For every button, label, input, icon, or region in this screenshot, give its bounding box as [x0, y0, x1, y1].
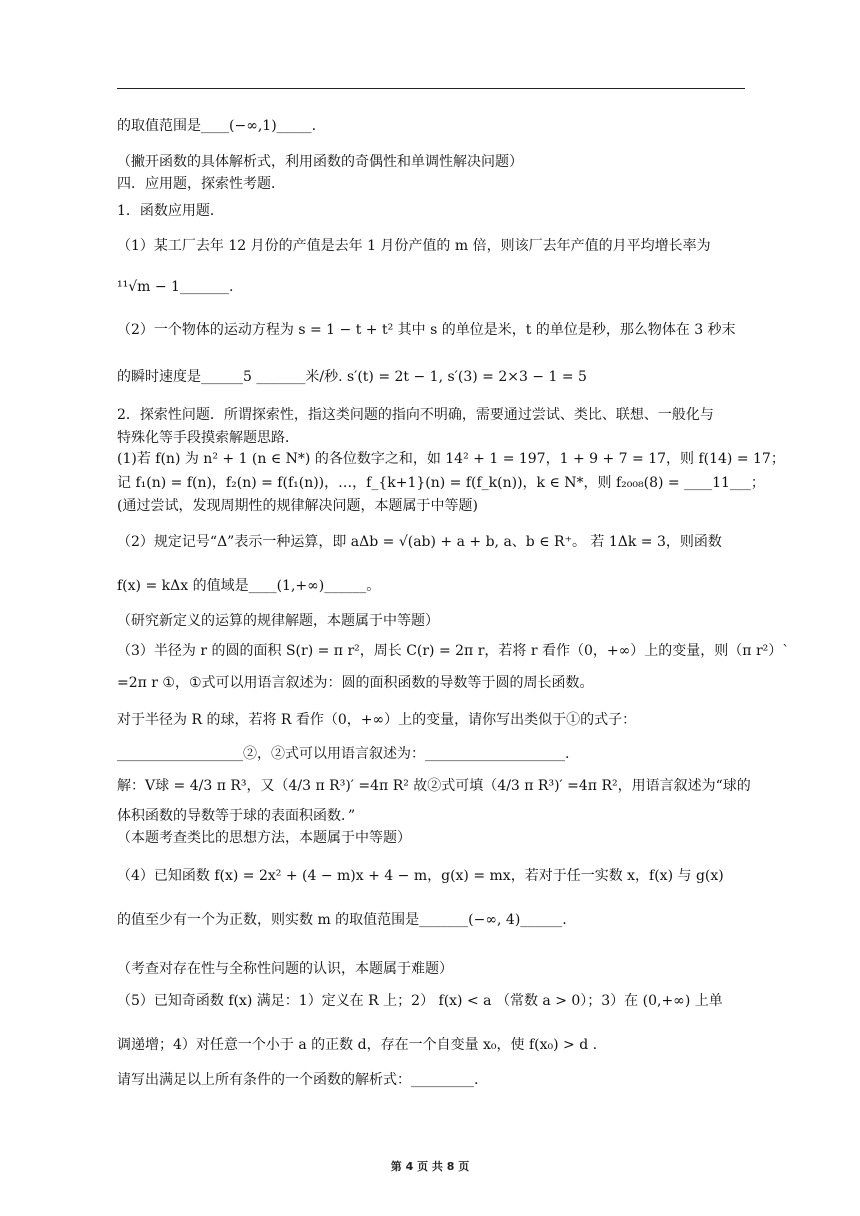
text-line-l12: 记 f₁(n) = f(n)，f₂(n) = f(f₁(n))，…，f_{k+1}(n) = f(f_k(n))，k ∈ N*，则 f₂₀₀₈(8) = ____11___； — [117, 475, 765, 491]
text-line-l21: 解：V球 = 4/3 π R³，又（4/3 π R³)′ =4π R² 故②式可填（4/3 π R³)′ =4π R²，用语言叙述为“球的 — [117, 778, 751, 794]
text-line-l23: （本题考查类比的思想方法，本题属于中等题） — [117, 830, 411, 846]
text-line-l18: =2π r ①，①式可以用语言叙述为：圆的面积函数的导数等于圆的周长函数。 — [117, 675, 594, 691]
text-line-l28: 调递增；4）对任意一个小于 a 的正数 d，存在一个自变量 x₀，使 f(x₀) > d . — [117, 1037, 598, 1053]
text-line-l15: f(x) = kΔx 的值域是____(1,+∞)______。 — [117, 578, 381, 594]
text-line-l20: __________________②，②式可以用语言叙述为：____________________. — [117, 746, 570, 762]
text-line-l26: （考查对存在性与全称性问题的认识，本题属于难题） — [117, 961, 453, 977]
text-line-l01: 的取值范围是____(−∞,1)_____. — [117, 118, 317, 134]
text-line-l02: （撇开函数的具体解析式，利用函数的奇偶性和单调性解决问题） — [117, 154, 523, 170]
text-line-l22: 体积函数的导数等于球的表面积函数．” — [117, 808, 356, 824]
text-line-l04: 1．函数应用题． — [117, 203, 224, 219]
text-line-l14: （2）规定记号“Δ”表示一种运算，即 aΔb = √(ab) + a + b, a、b ∈ R⁺。 若 1Δk = 3，则函数 — [117, 534, 722, 550]
text-line-l08: 的瞬时速度是______5 _______米/秒. s′(t) = 2t − 1, s′(3) = 2×3 − 1 = 5 — [117, 369, 587, 385]
text-line-l05: （1）某工厂去年 12 月份的产值是去年 1 月份产值的 m 倍，则该厂去年产值的月平均增长率为 — [117, 238, 711, 254]
text-line-l24: （4）已知函数 f(x) = 2x² + (4 − m)x + 4 − m，g(x) = mx，若对于任一实数 x，f(x) 与 g(x) — [117, 868, 724, 884]
text-line-l09: 2．探索性问题．所谓探索性，指这类问题的指向不明确，需要通过尝试、类比、联想、一般化与 — [117, 407, 714, 423]
text-line-l25: 的值至少有一个为正数，则实数 m 的取值范围是_______(−∞, 4)______. — [117, 912, 567, 928]
text-line-l27: （5）已知奇函数 f(x) 满足：1）定义在 R 上；2） f(x) < a （常数 a > 0）；3）在 (0,+∞) 上单 — [117, 993, 723, 1009]
text-line-l10: 特殊化等手段摸索解题思路． — [117, 430, 299, 446]
text-line-l17: （3）半径为 r 的圆的面积 S(r) = π r²，周长 C(r) = 2π r，若将 r 看作（0，+∞）上的变量，则（π r²）` — [117, 643, 790, 659]
text-line-l11: (1)若 f(n) 为 n² + 1 (n ∈ N*) 的各位数字之和，如 14² + 1 = 197，1 + 9 + 7 = 17，则 f(14) = 17； — [117, 451, 785, 467]
text-line-l16: （研究新定义的运算的规律解题，本题属于中等题） — [117, 613, 439, 629]
text-line-l07: （2）一个物体的运动方程为 s = 1 − t + t² 其中 s 的单位是米，t 的单位是秒，那么物体在 3 秒末 — [117, 322, 736, 338]
text-line-l03: 四．应用题，探索性考题． — [117, 176, 285, 192]
text-line-l29: 请写出满足以上所有条件的一个函数的解析式：_________. — [117, 1072, 479, 1088]
page-footer: 第 4 页 共 8 页 — [390, 1160, 470, 1173]
text-line-l19: 对于半径为 R 的球，若将 R 看作（0，+∞）上的变量，请你写出类似于①的式子： — [117, 712, 637, 728]
text-line-l13: (通过尝试，发现周期性的规律解决问题，本题属于中等题) — [117, 498, 478, 514]
text-line-l06: ¹¹√m − 1_______. — [117, 279, 234, 295]
header-rule — [117, 88, 745, 89]
